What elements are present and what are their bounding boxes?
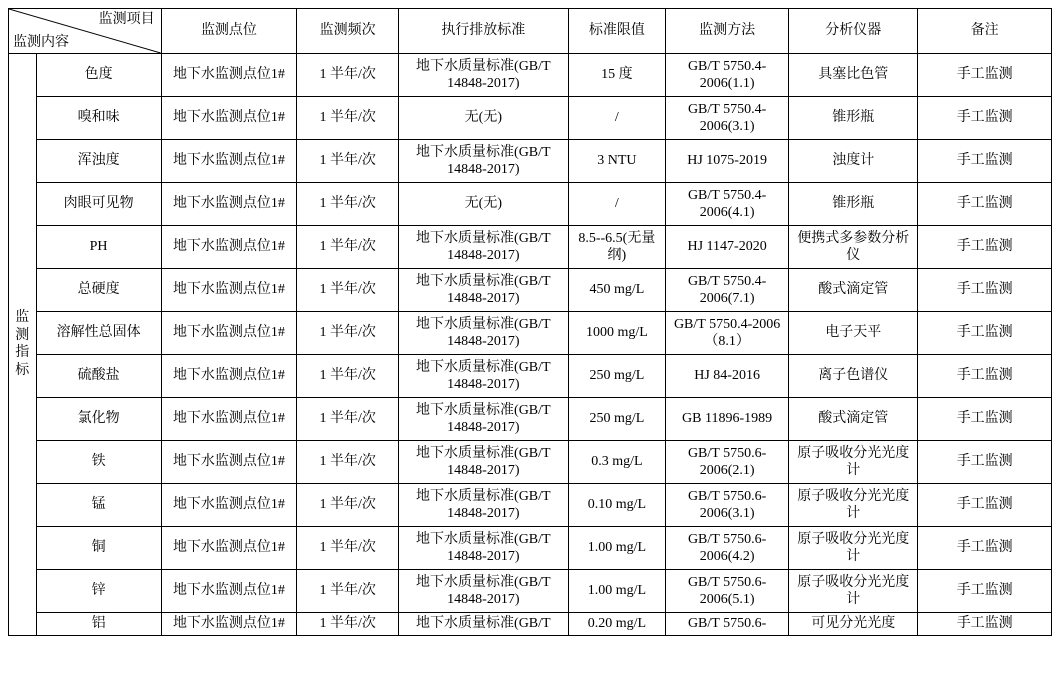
table-row xyxy=(9,312,1052,355)
cell-method: GB 11896-1989 xyxy=(666,398,789,441)
cell-limit: / xyxy=(568,97,666,140)
table-header xyxy=(9,9,1052,54)
cell-instrument: 原子吸收分光光度计 xyxy=(789,527,918,570)
header-cell-instrument: 分析仪器 xyxy=(789,9,918,54)
cell-limit: 1.00 mg/L xyxy=(568,570,666,613)
cell-standard: 地下水质量标准(GB/T 14848-2017) xyxy=(399,484,569,527)
header-cell-method: 监测方法 xyxy=(666,9,789,54)
cell-frequency: 1 半年/次 xyxy=(297,140,399,183)
table-row xyxy=(9,441,1052,484)
cell-item: 氯化物 xyxy=(36,398,161,441)
cell-method: GB/T 5750.4-2006(7.1) xyxy=(666,269,789,312)
header-cell-limit: 标准限值 xyxy=(568,9,666,54)
cell-standard: 地下水质量标准(GB/T 14848-2017) xyxy=(399,570,569,613)
cell-method: GB/T 5750.6-2006(4.2) xyxy=(666,527,789,570)
cell-frequency: 1 半年/次 xyxy=(297,441,399,484)
cell-instrument: 离子色谱仪 xyxy=(789,355,918,398)
cell-method: GB/T 5750.4-2006(1.1) xyxy=(666,54,789,97)
cell-standard: 地下水质量标准(GB/T 14848-2017) xyxy=(399,140,569,183)
cell-method: GB/T 5750.6-2006(5.1) xyxy=(666,570,789,613)
cell-item: 铁 xyxy=(36,441,161,484)
cell-item: 浑浊度 xyxy=(36,140,161,183)
cell-instrument: 具塞比色管 xyxy=(789,54,918,97)
cell-point: 地下水监测点位1# xyxy=(161,613,297,636)
cell-remark: 手工监测 xyxy=(918,484,1052,527)
cell-method: GB/T 5750.4-2006(4.1) xyxy=(666,183,789,226)
header-cell-frequency: 监测频次 xyxy=(297,9,399,54)
cell-frequency: 1 半年/次 xyxy=(297,613,399,636)
cell-remark: 手工监测 xyxy=(918,312,1052,355)
cell-point: 地下水监测点位1# xyxy=(161,183,297,226)
cell-point: 地下水监测点位1# xyxy=(161,570,297,613)
cell-standard: 地下水质量标准(GB/T 14848-2017) xyxy=(399,269,569,312)
cell-method: GB/T 5750.4-2006（8.1） xyxy=(666,312,789,355)
table-row xyxy=(9,54,1052,97)
cell-method: GB/T 5750.6-2006(2.1) xyxy=(666,441,789,484)
cell-remark: 手工监测 xyxy=(918,97,1052,140)
cell-point: 地下水监测点位1# xyxy=(161,312,297,355)
cell-limit: 15 度 xyxy=(568,54,666,97)
cell-remark: 手工监测 xyxy=(918,54,1052,97)
cell-frequency: 1 半年/次 xyxy=(297,312,399,355)
header-cell-point: 监测点位 xyxy=(161,9,297,54)
cell-point: 地下水监测点位1# xyxy=(161,54,297,97)
cell-item: 总硬度 xyxy=(36,269,161,312)
table-row xyxy=(9,613,1052,636)
cell-point: 地下水监测点位1# xyxy=(161,441,297,484)
table-body xyxy=(9,54,1052,636)
cell-limit: 250 mg/L xyxy=(568,355,666,398)
table-row xyxy=(9,269,1052,312)
cell-item: 铝 xyxy=(36,613,161,636)
cell-remark: 手工监测 xyxy=(918,226,1052,269)
table-row xyxy=(9,484,1052,527)
cell-point: 地下水监测点位1# xyxy=(161,484,297,527)
cell-remark: 手工监测 xyxy=(918,398,1052,441)
cell-frequency: 1 半年/次 xyxy=(297,97,399,140)
header-cell-standard: 执行排放标准 xyxy=(399,9,569,54)
cell-frequency: 1 半年/次 xyxy=(297,183,399,226)
cell-method: HJ 1075-2019 xyxy=(666,140,789,183)
cell-instrument: 可见分光光度 xyxy=(789,613,918,636)
header-bottom-label: 监测内容 xyxy=(13,34,69,50)
cell-instrument: 便携式多参数分析仪 xyxy=(789,226,918,269)
cell-standard: 地下水质量标准(GB/T 14848-2017) xyxy=(399,226,569,269)
cell-method: GB/T 5750.6- xyxy=(666,613,789,636)
cell-limit: 1000 mg/L xyxy=(568,312,666,355)
cell-point: 地下水监测点位1# xyxy=(161,355,297,398)
cell-item: 铜 xyxy=(36,527,161,570)
cell-standard: 无(无) xyxy=(399,97,569,140)
cell-limit: 0.20 mg/L xyxy=(568,613,666,636)
cell-frequency: 1 半年/次 xyxy=(297,269,399,312)
cell-remark: 手工监测 xyxy=(918,269,1052,312)
cell-frequency: 1 半年/次 xyxy=(297,527,399,570)
cell-frequency: 1 半年/次 xyxy=(297,398,399,441)
table-row xyxy=(9,398,1052,441)
cell-standard: 地下水质量标准(GB/T 14848-2017) xyxy=(399,312,569,355)
cell-standard: 地下水质量标准(GB/T 14848-2017) xyxy=(399,398,569,441)
cell-limit: 450 mg/L xyxy=(568,269,666,312)
cell-limit: 1.00 mg/L xyxy=(568,527,666,570)
cell-frequency: 1 半年/次 xyxy=(297,570,399,613)
cell-method: GB/T 5750.6-2006(3.1) xyxy=(666,484,789,527)
cell-standard: 地下水质量标准(GB/T 14848-2017) xyxy=(399,441,569,484)
table-row xyxy=(9,527,1052,570)
cell-frequency: 1 半年/次 xyxy=(297,484,399,527)
table-row xyxy=(9,140,1052,183)
header-cell-remark: 备注 xyxy=(918,9,1052,54)
cell-limit: 0.10 mg/L xyxy=(568,484,666,527)
cell-instrument: 原子吸收分光光度计 xyxy=(789,484,918,527)
cell-limit: / xyxy=(568,183,666,226)
cell-frequency: 1 半年/次 xyxy=(297,355,399,398)
table-row xyxy=(9,355,1052,398)
cell-remark: 手工监测 xyxy=(918,441,1052,484)
cell-item: 嗅和味 xyxy=(36,97,161,140)
cell-standard: 地下水质量标准(GB/T 14848-2017) xyxy=(399,355,569,398)
cell-frequency: 1 半年/次 xyxy=(297,226,399,269)
cell-instrument: 锥形瓶 xyxy=(789,183,918,226)
cell-instrument: 原子吸收分光光度计 xyxy=(789,570,918,613)
cell-standard: 地下水质量标准(GB/T xyxy=(399,613,569,636)
cell-remark: 手工监测 xyxy=(918,183,1052,226)
cell-point: 地下水监测点位1# xyxy=(161,269,297,312)
cell-item: 锰 xyxy=(36,484,161,527)
cell-item: PH xyxy=(36,226,161,269)
header-top-label: 监测项目 xyxy=(98,12,155,27)
cell-item: 色度 xyxy=(36,54,161,97)
cell-item: 硫酸盐 xyxy=(36,355,161,398)
table-row xyxy=(9,183,1052,226)
cell-frequency: 1 半年/次 xyxy=(297,54,399,97)
cell-standard: 无(无) xyxy=(399,183,569,226)
cell-instrument: 电子天平 xyxy=(789,312,918,355)
cell-point: 地下水监测点位1# xyxy=(161,140,297,183)
cell-point: 地下水监测点位1# xyxy=(161,226,297,269)
side-label-monitoring-indicator xyxy=(9,54,37,636)
cell-method: HJ 84-2016 xyxy=(666,355,789,398)
cell-instrument: 酸式滴定管 xyxy=(789,269,918,312)
cell-standard: 地下水质量标准(GB/T 14848-2017) xyxy=(399,54,569,97)
cell-remark: 手工监测 xyxy=(918,527,1052,570)
groundwater-monitoring-table xyxy=(8,8,1052,636)
cell-point: 地下水监测点位1# xyxy=(161,527,297,570)
cell-item: 锌 xyxy=(36,570,161,613)
cell-instrument: 原子吸收分光光度计 xyxy=(789,441,918,484)
cell-point: 地下水监测点位1# xyxy=(161,398,297,441)
cell-remark: 手工监测 xyxy=(918,570,1052,613)
cell-item: 肉眼可见物 xyxy=(36,183,161,226)
cell-remark: 手工监测 xyxy=(918,355,1052,398)
cell-point: 地下水监测点位1# xyxy=(161,97,297,140)
cell-instrument: 浊度计 xyxy=(789,140,918,183)
cell-method: GB/T 5750.4-2006(3.1) xyxy=(666,97,789,140)
cell-limit: 0.3 mg/L xyxy=(568,441,666,484)
cell-method: HJ 1147-2020 xyxy=(666,226,789,269)
cell-instrument: 酸式滴定管 xyxy=(789,398,918,441)
cell-limit: 3 NTU xyxy=(568,140,666,183)
cell-remark: 手工监测 xyxy=(918,613,1052,636)
table-row xyxy=(9,97,1052,140)
cell-item: 溶解性总固体 xyxy=(36,312,161,355)
cell-standard: 地下水质量标准(GB/T 14848-2017) xyxy=(399,527,569,570)
table-row xyxy=(9,226,1052,269)
cell-remark: 手工监测 xyxy=(918,140,1052,183)
side-label-text: 监测指标 xyxy=(15,310,30,378)
cell-instrument: 锥形瓶 xyxy=(789,97,918,140)
cell-limit: 8.5--6.5(无量纲) xyxy=(568,226,666,269)
header-row xyxy=(9,9,1052,54)
cell-limit: 250 mg/L xyxy=(568,398,666,441)
header-corner-split-cell xyxy=(9,9,162,54)
table-row xyxy=(9,570,1052,613)
